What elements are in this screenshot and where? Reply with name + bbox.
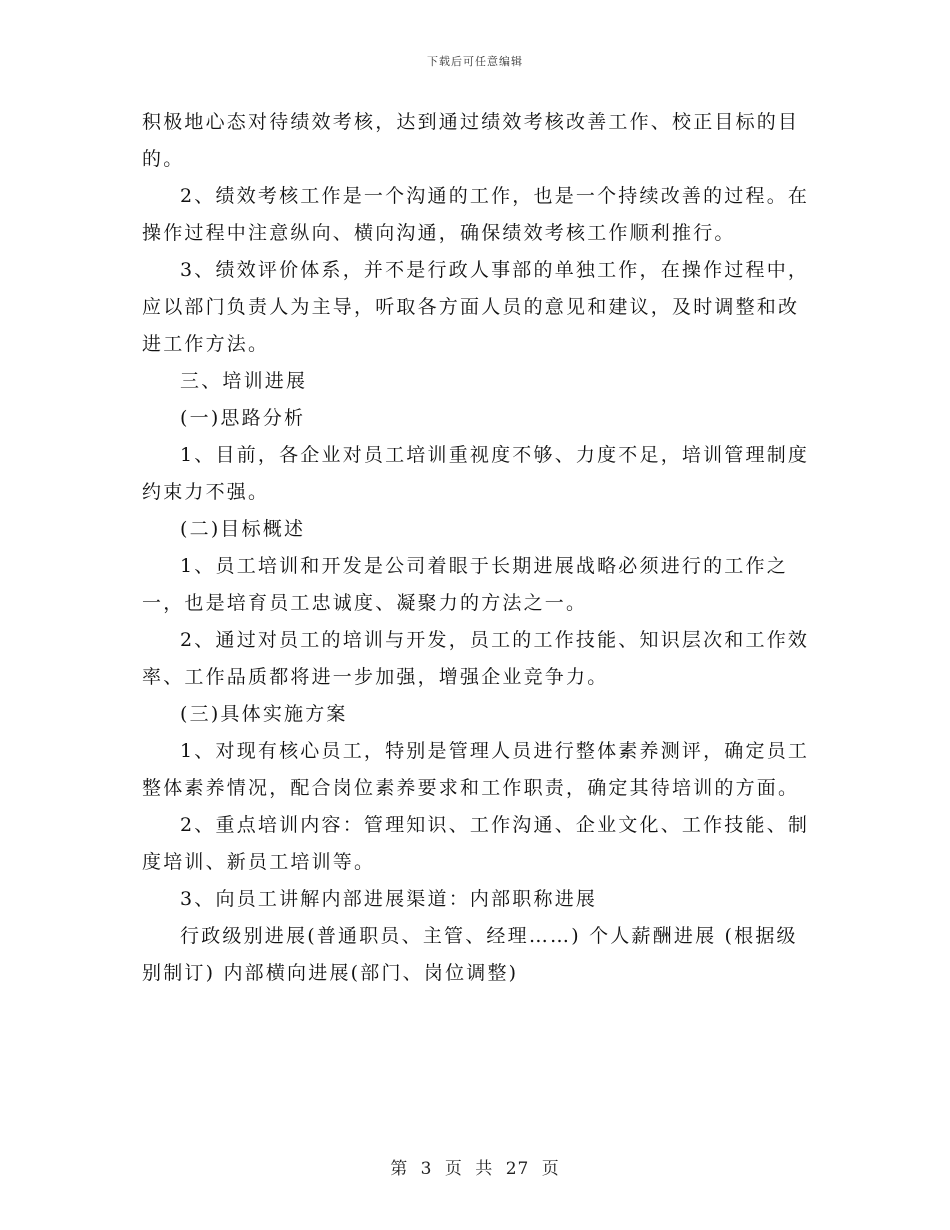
paragraph: 3、向员工讲解内部进展渠道：内部职称进展 bbox=[180, 888, 598, 910]
paragraph: 3、绩效评价体系，并不是行政人事部的单独工作，在操作过程中，应以部门负责人为主导，听取各方面人员的意见和建议，及时调整和改进工作方法。 bbox=[142, 259, 810, 355]
section-heading: 三、培训进展 bbox=[180, 370, 308, 392]
paragraph: 1、目前，各企业对员工培训重视度不够、力度不足，培训管理制度约束力不强。 bbox=[142, 444, 810, 503]
paragraph: 积极地心态对待绩效考核，达到通过绩效考核改善工作、校正目标的目的。 bbox=[142, 111, 800, 170]
paragraph: 1、员工培训和开发是公司着眼于长期进展战略必须进行的工作之一，也是培育员工忠诚度、凝聚力的方法之一。 bbox=[142, 555, 788, 614]
paragraph: 2、重点培训内容：管理知识、工作沟通、企业文化、工作技能、制度培训、新员工培训等。 bbox=[142, 814, 810, 873]
subsection-heading: (二)目标概述 bbox=[180, 518, 306, 540]
document-body bbox=[142, 104, 810, 992]
subsection-heading: (一)思路分析 bbox=[180, 407, 306, 429]
page-header: 下载后可任意编辑 bbox=[427, 55, 523, 68]
page-number-footer: 第 3 页 共 27 页 bbox=[390, 1159, 560, 1179]
paragraph: 2、绩效考核工作是一个沟通的工作，也是一个持续改善的过程。在操作过程中注意纵向、横向沟通，确保绩效考核工作顺利推行。 bbox=[142, 185, 810, 244]
paragraph: 行政级别进展(普通职员、主管、经理……) 个人薪酬进展 (根据级别制订) 内部横向进展(部门、岗位调整) bbox=[142, 925, 798, 984]
paragraph: 1、对现有核心员工，特别是管理人员进行整体素养测评，确定员工整体素养情况，配合岗位素养要求和工作职责，确定其待培训的方面。 bbox=[142, 740, 810, 799]
paragraph: 2、通过对员工的培训与开发，员工的工作技能、知识层次和工作效率、工作品质都将进一步加强，增强企业竞争力。 bbox=[142, 629, 810, 688]
subsection-heading: (三)具体实施方案 bbox=[180, 703, 348, 725]
